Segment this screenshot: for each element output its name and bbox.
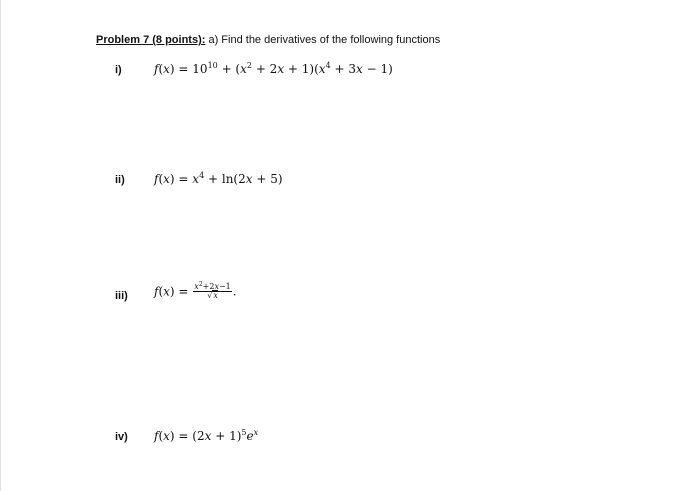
item-label: ii)	[115, 174, 125, 186]
item-label: iii)	[115, 290, 128, 302]
item-label: iv)	[115, 431, 128, 443]
equation-i: $f(x) = 10^{10} + (x^2 + 2x + 1)(x^4 + 3x - 1)$	[154, 61, 393, 76]
fraction: $\frac{x^2+2x-1}{√x}$	[194, 281, 231, 301]
problem-item-i	[1, 62, 700, 92]
problem-label: Problem 7 (8 points):	[96, 34, 206, 46]
equation-ii: $f(x) = x^4 + \ln(2x + 5)$	[154, 171, 283, 186]
problem-heading	[96, 34, 440, 46]
problem-instructions: a) Find the derivatives of the following functions	[208, 34, 441, 46]
problem-item-iii	[1, 283, 700, 313]
problem-item-ii	[1, 172, 700, 202]
equation-iv: $f(x) = (2x + 1)^5e^x$	[154, 428, 259, 443]
problem-item-iv	[1, 429, 700, 459]
item-label: i)	[115, 64, 122, 76]
equation-iii: f(x) = $\frac{x^2+2x-1}{√x}$ .	[154, 281, 237, 301]
